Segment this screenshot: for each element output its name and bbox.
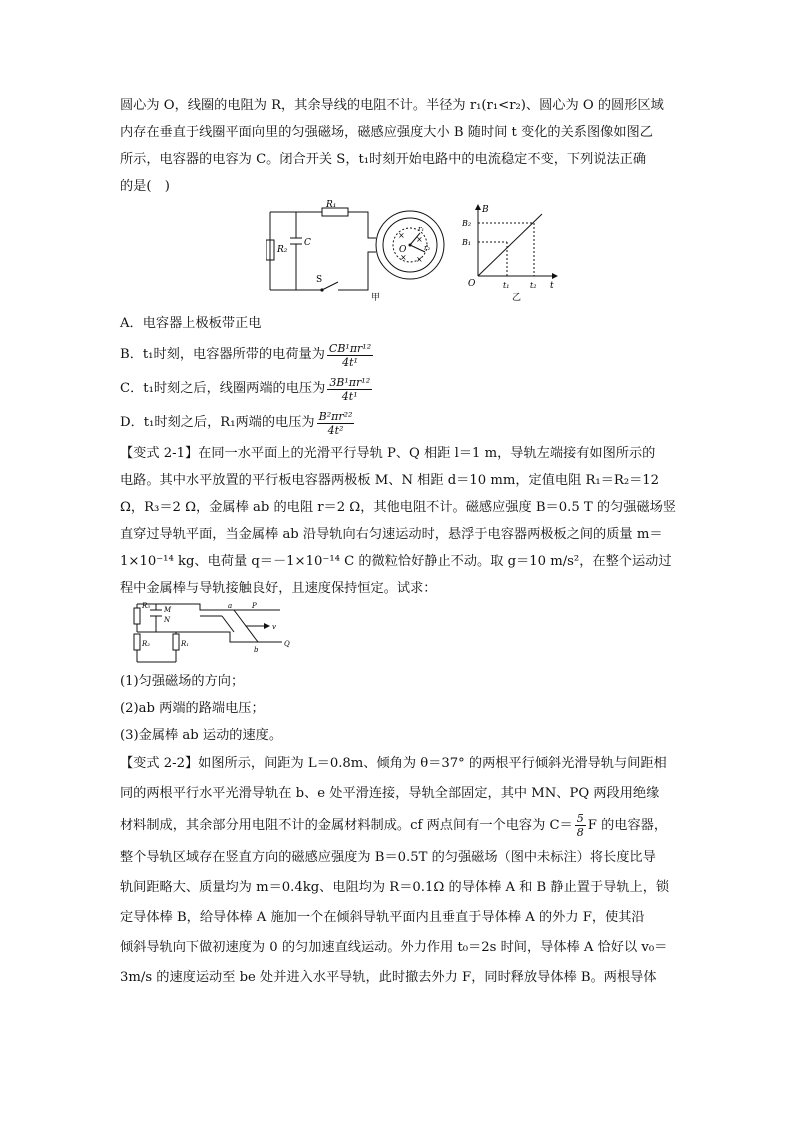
rail-circuit-figure [130, 602, 330, 668]
variant21-question-1: (1)匀强磁场的方向； [120, 674, 245, 689]
variant21-question-2: (2)ab 两端的路端电压； [120, 701, 265, 716]
rail-label-n: N [164, 616, 171, 624]
variant22-line-5: 轨间距略大、质量均为 m＝0.4kg、电阻均为 R＝0.1Ω 的导体棒 A 和 B 静止置于导轨上，锁 [120, 880, 670, 895]
rail-label-b: b [254, 646, 259, 654]
circuit-figure-jia [266, 200, 456, 304]
variant22-line-4: 整个导轨区域存在竖直方向的磁感应强度为 B＝0.5T 的匀强磁场（图中未标注）将长度比导 [120, 850, 656, 865]
caption-yi: 乙 [512, 293, 522, 303]
variant21-line-1: 【变式 2-1】在同一水平面上的光滑平行导轨 P、Q 相距 l＝1 m，导轨左端接有如图所示的 [120, 446, 656, 461]
variant21-line-6: 程中金属棒与导轨接触良好，且速度保持恒定。试求： [120, 581, 437, 596]
intro-line-3: 所示，电容器的电容为 C。闭合开关 S，t₁时刻开始电路中的电流稳定不变，下列说法正确 [120, 152, 647, 167]
option-c [120, 372, 680, 406]
field-cross-4: × [416, 255, 423, 264]
field-cross-1: × [398, 231, 405, 240]
label-r2: R₂ [277, 245, 288, 255]
tick-b1: B₁ [462, 238, 472, 247]
rail-label-v: v [272, 623, 276, 631]
option-b-text: B．t₁时刻，电容器所带的电荷量为 [120, 347, 325, 362]
option-d-text: D．t₁时刻之后，R₁两端的电压为 [120, 415, 315, 430]
variant21-line-2: 电路。其中水平放置的平行板电容器两极板 M、N 相距 d＝10 mm，定值电阻 R₁＝R₂＝12 [120, 473, 660, 488]
origin-o: O [468, 279, 476, 289]
option-d-numerator: B²πr²² [318, 409, 353, 423]
rail-label-a: a [228, 602, 233, 610]
label-o: O [399, 245, 407, 255]
intro-line-4: 的是( ) [120, 179, 170, 194]
rail-label-q: Q [284, 640, 290, 648]
field-cross-3: × [400, 253, 407, 262]
capacitance-denominator: 8 [576, 826, 584, 839]
figure-row-1 [120, 200, 680, 304]
variant21-line-5: 1×10⁻¹⁴ kg、电荷量 q＝－1×10⁻¹⁴ C 的微粒恰好静止不动。取 g＝10 m/s²，在整个运动过 [120, 554, 672, 569]
option-b [120, 338, 680, 372]
variant22-line-2: 同的两根平行水平光滑导轨在 b、e 处平滑连接，导轨全部固定，其中 MN、PQ 两段用绝缘 [120, 786, 660, 801]
variant22-line-3-text-a: 材料制成，其余部分用电阻不计的金属材料制成。cf 两点间有一个电容为 C＝ [120, 818, 573, 833]
option-c-fraction [327, 376, 372, 403]
intro-line-2: 内存在垂直于线圈平面向里的匀强磁场，磁感应强度大小 B 随时间 t 变化的关系图像如图乙 [120, 125, 653, 140]
caption-jia: 甲 [371, 293, 381, 303]
option-c-numerator: 3B¹πr¹² [329, 375, 371, 389]
variant21-line-3: Ω，R₃＝2 Ω，金属棒 ab 的电阻 r＝2 Ω，其他电阻不计。磁感应强度 B＝0.5 T 的匀强磁场竖 [120, 500, 677, 515]
option-b-fraction [327, 342, 373, 369]
rail-label-p: P [252, 602, 257, 610]
capacitance-fraction [575, 812, 586, 839]
rail-label-r1: R₁ [181, 640, 190, 648]
tick-b2: B₂ [462, 219, 472, 228]
option-b-numerator: CB¹πr¹² [328, 341, 372, 355]
variant21-question-3: (3)金属棒 ab 运动的速度。 [120, 728, 283, 743]
variant22-line-3-text-b: F 的电容器， [587, 818, 668, 833]
variant22-line-7: 倾斜导轨向下做初速度为 0 的匀加速直线运动。外力作用 t₀＝2s 时间，导体棒 A 恰好以 v₀＝ [120, 940, 668, 955]
variant22-line-8: 3m/s 的速度运动至 be 处并进入水平导轨，此时撤去外力 F，同时释放导体棒 B。两根导体 [120, 970, 657, 985]
option-c-denominator: 4t¹ [341, 389, 358, 403]
variant22-line-1: 【变式 2-2】如图所示，间距为 L＝0.8m、倾角为 θ＝37° 的两根平行倾斜光滑导轨与间距相 [120, 756, 667, 771]
intro-line-1: 圆心为 O，线圈的电阻为 R，其余导线的电阻不计。半径为 r₁(r₁<r₂)、圆心为 O 的圆形区域 [120, 98, 664, 113]
field-cross-2: × [416, 235, 423, 244]
document-page [120, 92, 680, 993]
option-b-denominator: 4t¹ [342, 355, 358, 369]
capacitance-numerator: 5 [576, 812, 584, 825]
option-d [120, 406, 680, 440]
variant22-line-6: 定导体棒 B，给导体棒 A 施加一个在倾斜导轨平面内且垂直于导体棒 A 的外力 F，使其沿 [120, 910, 645, 925]
variant22-line-3 [120, 809, 680, 843]
label-r1-small: r₁ [418, 225, 425, 233]
label-s: S [316, 275, 323, 285]
tick-t2: t₂ [530, 281, 537, 290]
option-a: A．电容器上极板带正电 [120, 316, 262, 331]
option-d-fraction [317, 410, 355, 437]
rail-label-m: M [164, 606, 172, 614]
label-r2-small: r₂ [424, 244, 431, 252]
label-r1: R₁ [326, 200, 337, 210]
option-c-text: C．t₁时刻之后，线圈两端的电压为 [120, 381, 326, 396]
rail-label-r3: R₃ [142, 602, 151, 610]
option-d-denominator: 4t² [327, 423, 344, 437]
axis-label-t: t [550, 281, 554, 291]
graph-figure-yi [462, 200, 562, 304]
rail-label-r2: R₂ [142, 640, 151, 648]
tick-t1: t₁ [503, 281, 510, 290]
axis-label-b: B [482, 205, 489, 215]
variant21-line-4: 直穿过导轨平面，当金属棒 ab 沿导轨向右匀速运动时，悬浮于电容器两极板之间的质量 m＝ [120, 527, 663, 542]
label-c: C [304, 238, 311, 248]
